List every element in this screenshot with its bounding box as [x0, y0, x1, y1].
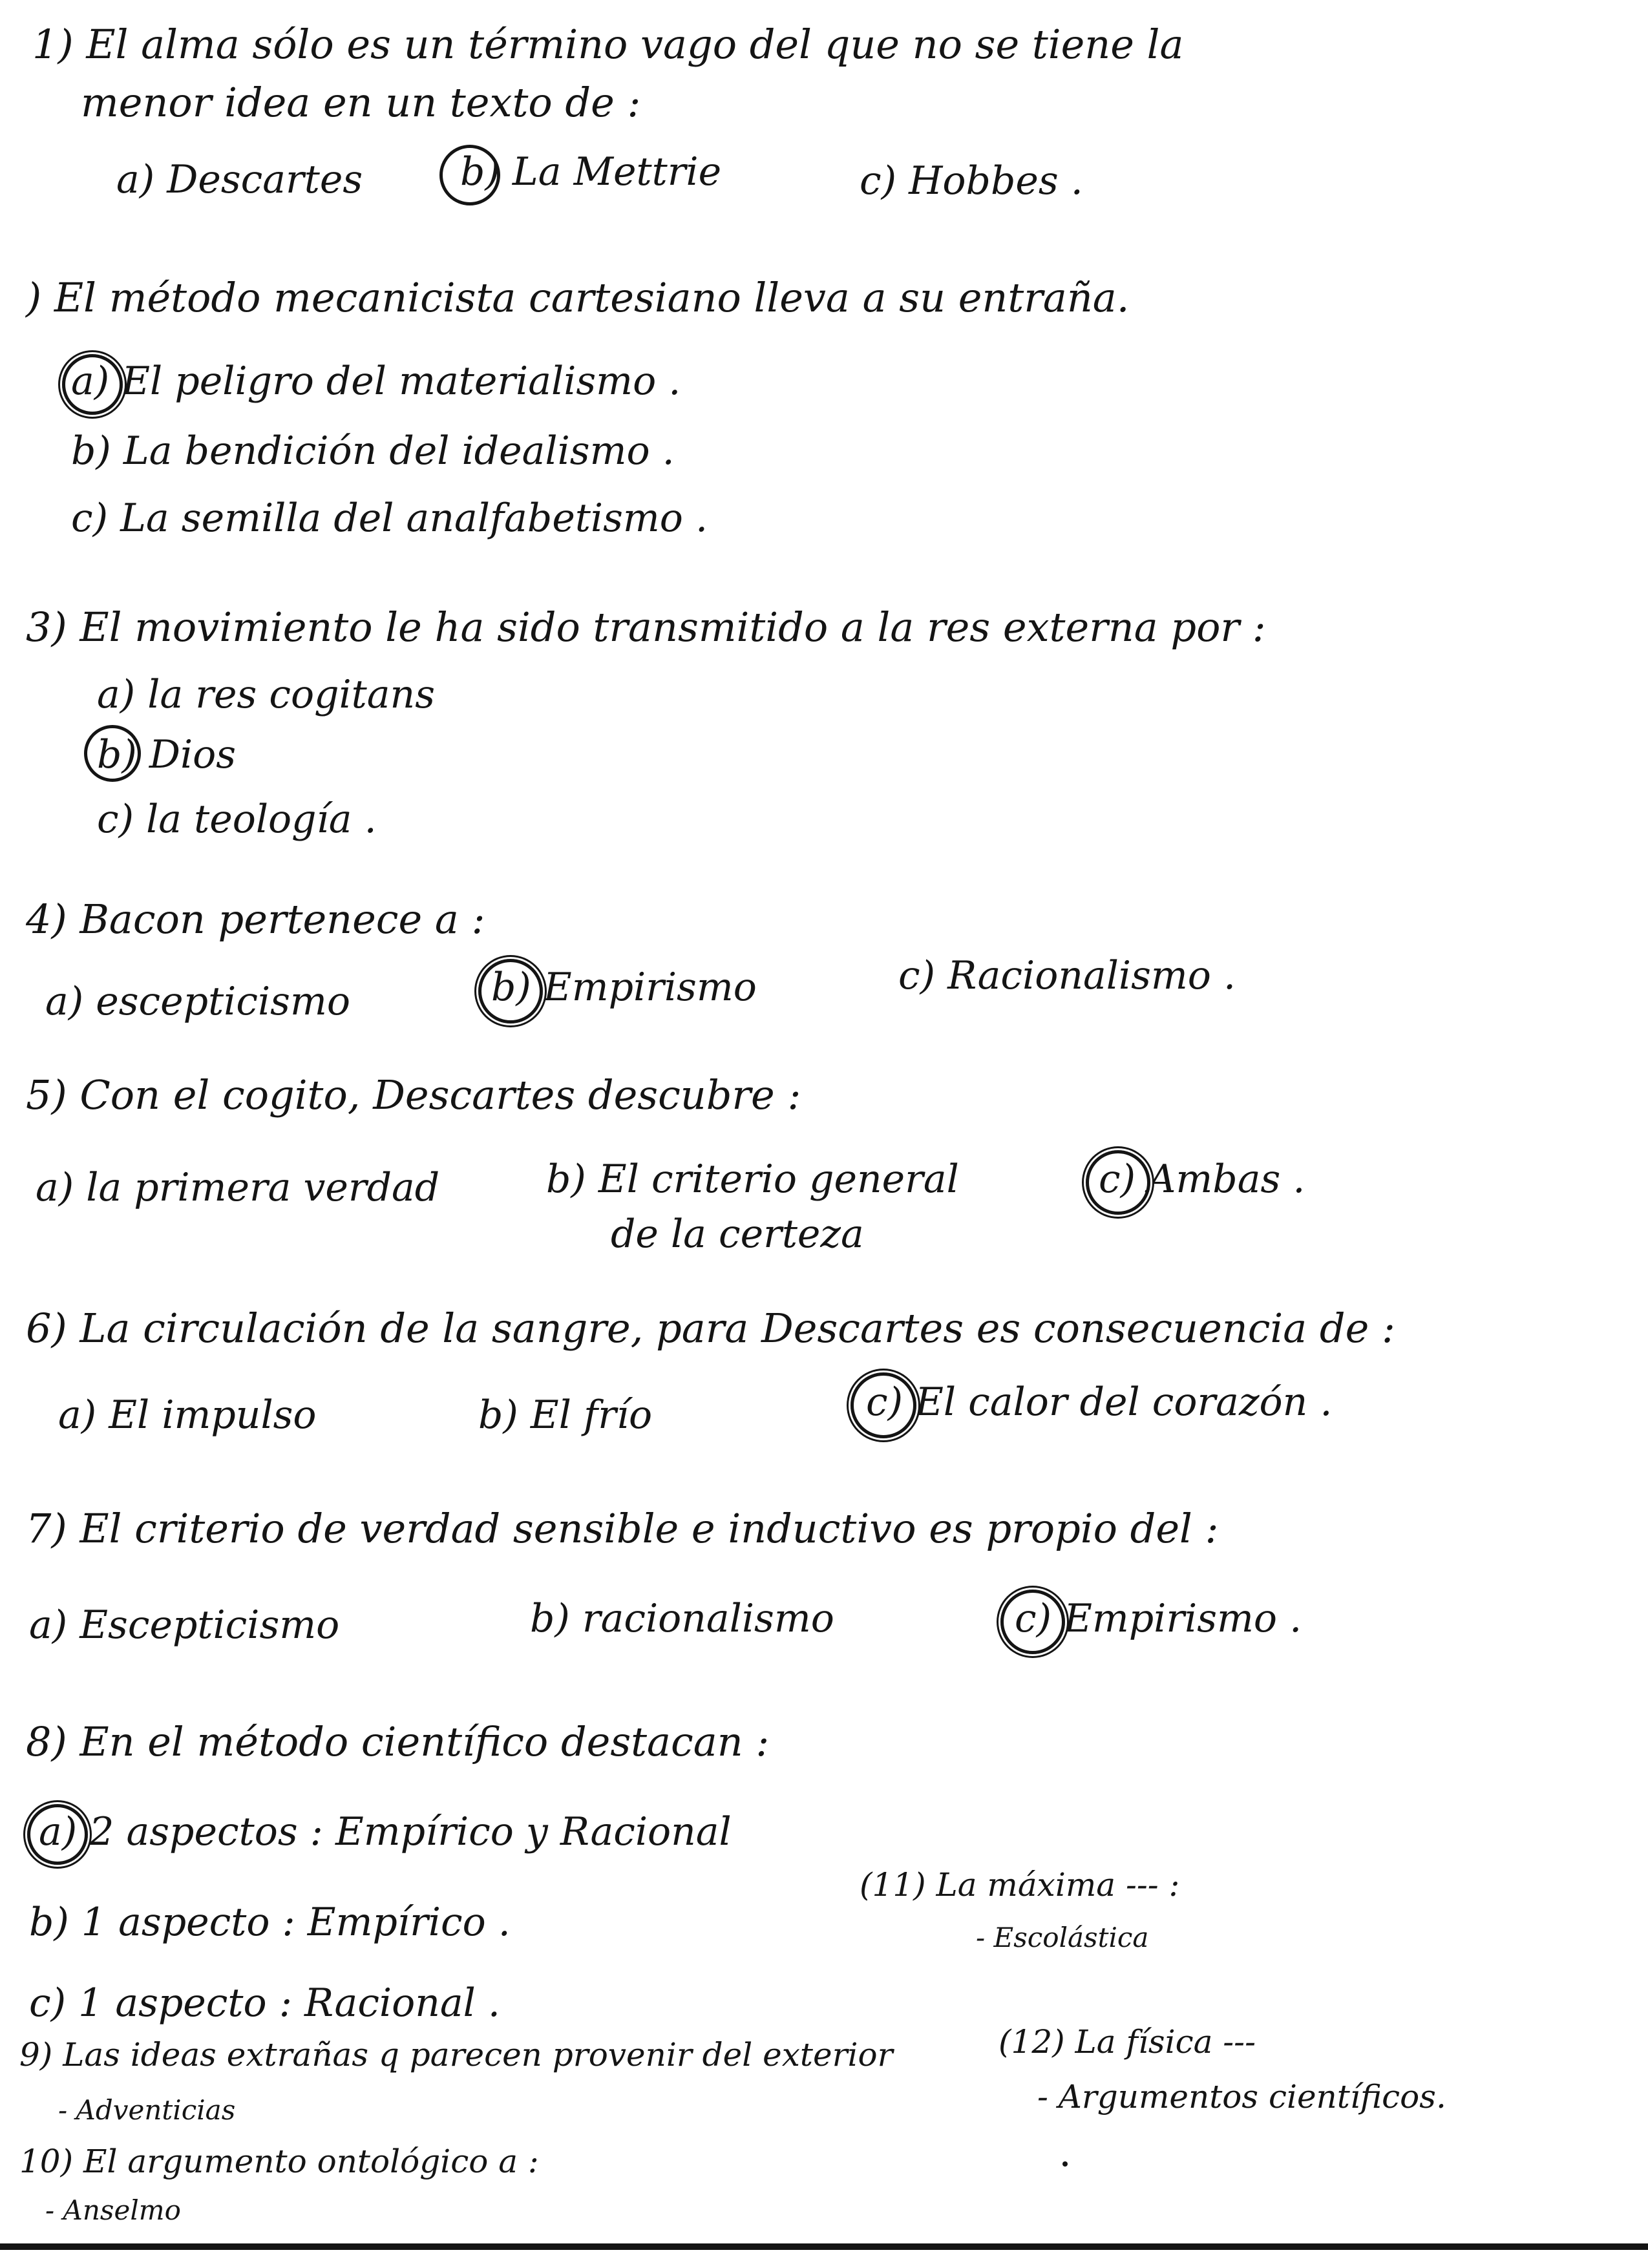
question-2-stem: ) El método mecanicista cartesiano lleva a su entraña.	[26, 274, 1130, 321]
question-7-option-c: c) Empirismo .	[1015, 1596, 1302, 1641]
answer-circle-mark	[62, 354, 123, 415]
question-8-stem: 8) En el método científico destacan :	[26, 1718, 770, 1765]
note-9-answer: - Adventicias	[58, 2094, 236, 2126]
question-8-option-a: a) 2 aspectos : Empírico y Racional	[39, 1809, 732, 1854]
question-2-option-a: a) El peligro del materialismo .	[71, 359, 681, 404]
question-8-option-b: b) 1 aspecto : Empírico .	[29, 1900, 511, 1945]
question-2-option-c: c) La semilla del analfabetismo .	[71, 496, 708, 541]
question-4-stem: 4) Bacon pertenece a :	[26, 896, 485, 943]
question-4-option-a: a) escepticismo	[45, 979, 350, 1024]
answer-circle-mark	[1086, 1150, 1150, 1215]
note-12-prompt: (12) La física ---	[998, 2023, 1256, 2061]
question-7-option-b: b) racionalismo	[530, 1596, 834, 1641]
answer-circle-mark	[439, 145, 500, 205]
note-9-prompt: 9) Las ideas extrañas q parecen provenir del exterior	[19, 2036, 893, 2074]
question-1-option-a: a) Descartes	[116, 157, 363, 202]
answer-circle-mark	[84, 725, 141, 782]
question-3-option-b: b) Dios	[97, 732, 237, 777]
question-3-option-a: a) la res cogitans	[97, 672, 435, 717]
question-5-option-b: b) El criterio general	[546, 1157, 959, 1202]
question-8-option-c: c) 1 aspecto : Racional .	[29, 1980, 500, 2026]
question-1-option-b: b) La Mettrie	[460, 149, 722, 194]
question-6-option-b: b) El frío	[478, 1392, 653, 1438]
question-3-stem: 3) El movimiento le ha sido transmitido a la res externa por :	[26, 604, 1266, 651]
page-bottom-rule	[0, 2243, 1648, 2250]
note-10-prompt: 10) El argumento ontológico a :	[19, 2143, 539, 2180]
answer-circle-mark	[478, 959, 543, 1024]
answer-circle-mark	[1000, 1590, 1065, 1654]
note-12-answer: - Argumentos científicos.	[1037, 2078, 1446, 2116]
question-7-option-a: a) Escepticismo	[29, 1602, 340, 1648]
question-7-stem: 7) El criterio de verdad sensible e inductivo es propio del :	[26, 1505, 1219, 1552]
question-4-option-c: c) Racionalismo .	[898, 953, 1236, 998]
question-2-option-b: b) La bendición del idealismo .	[71, 428, 675, 474]
question-5-option-b-continued: de la certeza	[611, 1212, 864, 1257]
question-1-stem: 1) El alma sólo es un término vago del que no se tiene la	[32, 21, 1184, 68]
question-6-option-a: a) El impulso	[58, 1392, 317, 1438]
note-11-answer: - Escolástica	[976, 1922, 1149, 1953]
ink-dot	[1062, 2161, 1068, 2167]
question-5-stem: 5) Con el cogito, Descartes descubre :	[26, 1071, 801, 1118]
note-10-answer: - Anselmo	[45, 2194, 181, 2226]
question-6-option-c: c) El calor del corazón .	[866, 1380, 1333, 1425]
question-1-option-c: c) Hobbes .	[860, 158, 1083, 204]
note-11-prompt: (11) La máxima --- :	[860, 1866, 1180, 1904]
answer-circle-mark	[850, 1372, 916, 1438]
question-5-option-c: c) Ambas .	[1099, 1157, 1305, 1202]
question-1-stem-continued: menor idea en un texto de :	[81, 79, 641, 126]
question-4-option-b: b) Empirismo	[491, 965, 757, 1010]
question-3-option-c: c) la teología .	[97, 797, 377, 842]
answer-circle-mark	[27, 1804, 88, 1865]
question-5-option-a: a) la primera verdad	[36, 1165, 440, 1210]
question-6-stem: 6) La circulación de la sangre, para Descartes es consecuencia de :	[26, 1305, 1395, 1352]
